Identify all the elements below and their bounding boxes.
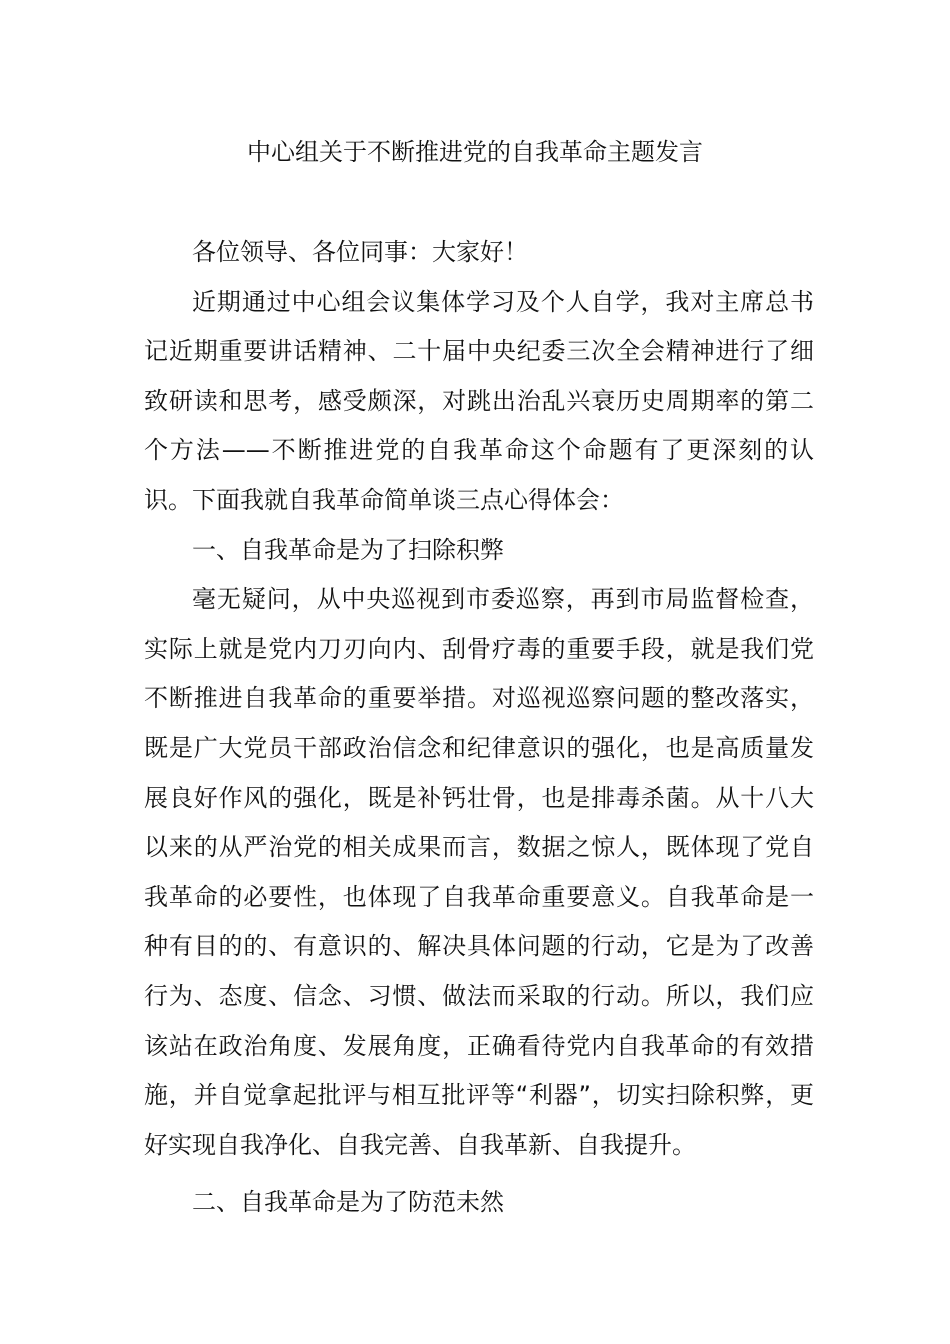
section-1-paragraph: 毫无疑问，从中央巡视到市委巡察，再到市局监督检查，实际上就是党内刀刃向内、刮骨疗毒的重要手段，就是我们党不断推进自我革命的重要举措。对巡视巡察问题的整改落实，既是广大党员干部政治信念和纪律意识的强化，也是高质量发展良好作风的强化，既是补钙壮骨，也是排毒杀菌。从十八大以来的从严治党的相关成果而言，数据之惊人，既体现了党自我革命的必要性，也体现了自我革命重要意义。自我革命是一种有目的的、有意识的、解决具体问题的行动，它是为了改善行为、态度、信念、习惯、做法而采取的行动。所以，我们应该站在政治角度、发展角度，正确看待党内自我革命的有效措施，并自觉拿起批评与相互批评等“利器”，切实扫除积弊，更好实现自我净化、自我完善、自我革新、自我提升。 <box>144 585 814 1159</box>
intro-paragraph: 近期通过中心组会议集体学习及个人自学，我对主席总书记近期重要讲话精神、二十届中央纪委三次全会精神进行了细致研读和思考，感受颇深，对跳出治乱兴衰历史周期率的第二个方法——不断推进党的自我革命这个命题有了更深刻的认识。下面我就自我革命简单谈三点心得体会： <box>144 287 814 514</box>
document-title: 中心组关于不断推进党的自我革命主题发言 <box>247 138 703 166</box>
section-1-heading: 一、自我革命是为了扫除积弊 <box>192 535 504 564</box>
section-2-heading: 二、自我革命是为了防范未然 <box>192 1188 504 1217</box>
paragraph-spacer <box>144 1170 814 1178</box>
document-body <box>144 228 814 1228</box>
greeting: 各位领导、各位同事：大家好！ <box>192 238 528 266</box>
